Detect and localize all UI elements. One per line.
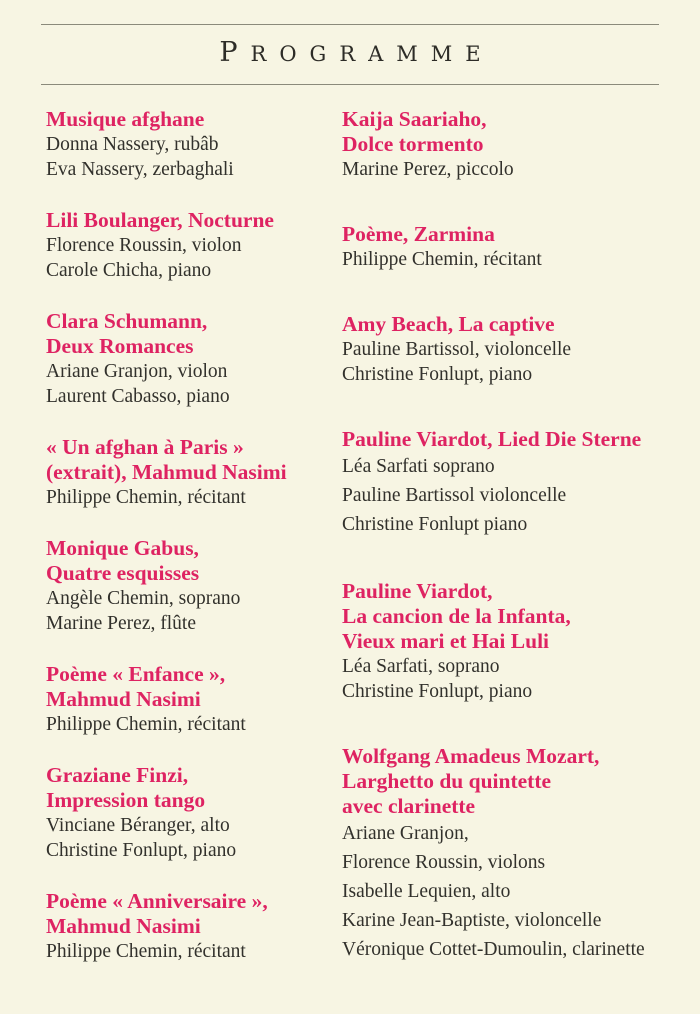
performer-line: Marine Perez, piccolo (342, 159, 514, 180)
piece-title-line: « Un afghan à Paris » (46, 435, 244, 459)
programme-item (342, 427, 694, 539)
piece-title (46, 889, 342, 939)
programme-item (46, 435, 342, 510)
programme-item (46, 309, 342, 409)
programme-item (46, 889, 342, 964)
piece-title-line: Graziane Finzi, (46, 763, 189, 787)
piece-title-line: Dolce tormento (342, 132, 484, 156)
performer-line: Léa Sarfati soprano (342, 456, 495, 477)
performers (46, 712, 342, 737)
performer-line: Florence Roussin, violon (46, 235, 242, 256)
performer-line: Donna Nassery, rubâb (46, 134, 219, 155)
performer-line: Laurent Cabasso, piano (46, 386, 230, 407)
piece-title (342, 107, 694, 157)
piece-title-line: Pauline Viardot, Lied Die Sterne (342, 427, 642, 451)
performers (46, 939, 342, 964)
programme-item (46, 208, 342, 283)
performer-line: Léa Sarfati, soprano (342, 656, 500, 677)
performers (46, 813, 342, 863)
piece-title-line: Poème, Zarmina (342, 222, 495, 246)
page-title: PROGRAMME (219, 37, 494, 68)
piece-title (46, 763, 342, 813)
piece-title (342, 579, 694, 654)
performers (342, 157, 694, 182)
piece-title-line: Clara Schumann, (46, 309, 208, 333)
performer-line: Philippe Chemin, récitant (46, 714, 246, 735)
performers (46, 233, 342, 283)
performer-line: Pauline Bartissol violoncelle (342, 485, 567, 506)
piece-title-line: Musique afghane (46, 107, 205, 131)
piece-title-line: Lili Boulanger, Nocturne (46, 208, 274, 232)
programme-item (342, 744, 694, 964)
piece-title-line: avec clarinette (342, 794, 476, 818)
performer-line: Christine Fonlupt piano (342, 514, 528, 535)
programme-item (342, 312, 694, 387)
piece-title-line: (extrait), Mahmud Nasimi (46, 460, 287, 484)
programme-page (0, 24, 700, 1014)
performer-line: Ariane Granjon, (342, 823, 469, 844)
piece-title-line: Poème « Anniversaire », (46, 889, 268, 913)
piece-title-line: Quatre esquisses (46, 561, 200, 585)
header (41, 24, 659, 85)
performer-line: Isabelle Lequien, alto (342, 881, 511, 902)
piece-title-line: Mahmud Nasimi (46, 914, 201, 938)
piece-title (46, 309, 342, 359)
programme-item (46, 763, 342, 863)
piece-title-line: Pauline Viardot, (342, 579, 493, 603)
performer-line: Christine Fonlupt, piano (46, 840, 237, 861)
piece-title (46, 107, 342, 132)
performer-line: Carole Chicha, piano (46, 260, 212, 281)
piece-title (342, 427, 694, 452)
piece-title (46, 662, 342, 712)
column-left (46, 107, 342, 964)
performer-line: Christine Fonlupt, piano (342, 681, 533, 702)
piece-title (342, 312, 694, 337)
performers (46, 485, 342, 510)
piece-title-line: Monique Gabus, (46, 536, 199, 560)
performers (46, 359, 342, 409)
performer-line: Eva Nassery, zerbaghali (46, 159, 234, 180)
performer-line: Philippe Chemin, récitant (46, 487, 246, 508)
piece-title-line: Vieux mari et Hai Luli (342, 629, 550, 653)
performer-line: Ariane Granjon, violon (46, 361, 228, 382)
performer-line: Karine Jean-Baptiste, violoncelle (342, 910, 602, 931)
piece-title-line: Deux Romances (46, 334, 194, 358)
piece-title (342, 744, 694, 819)
performers (342, 654, 694, 704)
piece-title (342, 222, 694, 247)
performer-line: Véronique Cottet-Dumoulin, clarinette (342, 939, 645, 960)
performer-line: Philippe Chemin, récitant (342, 249, 542, 270)
piece-title-line: La cancion de la Infanta, (342, 604, 571, 628)
piece-title-line: Amy Beach, La captive (342, 312, 555, 336)
performer-line: Angèle Chemin, soprano (46, 588, 241, 609)
programme-item (342, 107, 694, 182)
performer-line: Florence Roussin, violons (342, 852, 546, 873)
piece-title-line: Impression tango (46, 788, 206, 812)
programme-item (46, 662, 342, 737)
performers (342, 247, 694, 272)
performer-line: Marine Perez, flûte (46, 613, 196, 634)
programme-item (342, 579, 694, 704)
programme-item (46, 536, 342, 636)
column-right (342, 107, 694, 964)
performers (342, 452, 694, 539)
performer-line: Philippe Chemin, récitant (46, 941, 246, 962)
performers (342, 819, 694, 964)
performer-line: Pauline Bartissol, violoncelle (342, 339, 572, 360)
piece-title-line: Larghetto du quintette (342, 769, 552, 793)
performers (342, 337, 694, 387)
piece-title (46, 435, 342, 485)
piece-title-line: Wolfgang Amadeus Mozart, (342, 744, 600, 768)
piece-title (46, 536, 342, 586)
performers (46, 586, 342, 636)
performer-line: Christine Fonlupt, piano (342, 364, 533, 385)
piece-title-line: Mahmud Nasimi (46, 687, 201, 711)
programme-content (0, 85, 700, 964)
programme-item (46, 107, 342, 182)
piece-title-line: Poème « Enfance », (46, 662, 226, 686)
performer-line: Vinciane Béranger, alto (46, 815, 230, 836)
programme-item (342, 222, 694, 272)
piece-title-line: Kaija Saariaho, (342, 107, 487, 131)
performers (46, 132, 342, 182)
piece-title (46, 208, 342, 233)
